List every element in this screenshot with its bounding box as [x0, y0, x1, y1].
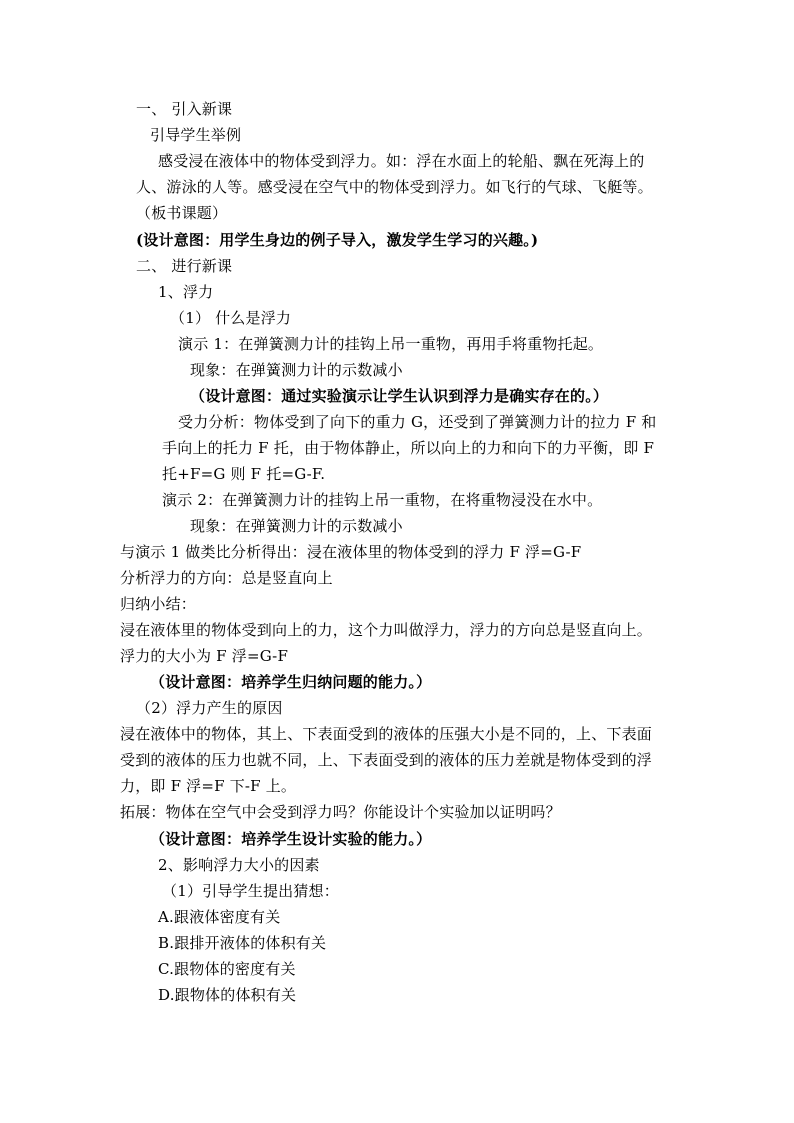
paragraph-line: 分析浮力的方向：总是竖直向上 — [120, 569, 333, 587]
phenomenon-line: 现象：在弹簧测力计的示数减小 — [190, 517, 403, 535]
paragraph-line: 手向上的托力 F 托，由于物体静止，所以向上的力和向下的力平衡，即 F — [162, 439, 655, 457]
paragraph-line: 浸在液体中的物体，其上、下表面受到的液体的压强大小是不同的，上、下表面 — [120, 725, 653, 743]
design-intent-note: （设计意图：培养学生设计实验的能力。） — [150, 830, 432, 848]
subheading-buoyancy: 1、浮力 — [158, 283, 214, 301]
section-heading-introduce: 一、 引入新课 — [136, 100, 233, 118]
list-item: D.跟物体的体积有关 — [158, 986, 297, 1004]
demo-1-line: 演示 1：在弹簧测力计的挂钩上吊一重物，再用手将重物托起。 — [178, 335, 604, 353]
subheading-cause-of-buoyancy: （2）浮力产生的原因 — [136, 699, 283, 717]
list-item: B.跟排开液体的体积有关 — [158, 934, 327, 952]
paragraph-line: 浸在液体里的物体受到向上的力，这个力叫做浮力，浮力的方向总是竖直向上。 — [120, 621, 653, 639]
design-intent-note: （设计意图：通过实验演示让学生认识到浮力是确实存在的。） — [190, 387, 609, 405]
summary-heading: 归纳小结： — [120, 595, 197, 613]
demo-2-line: 演示 2：在弹簧测力计的挂钩上吊一重物，在将重物浸没在水中。 — [162, 491, 603, 509]
design-intent-note: (设计意图：用学生身边的例子导入，激发学生学习的兴趣。) — [136, 231, 539, 249]
extension-line: 拓展：物体在空气中会受到浮力吗？你能设计个实验加以证明吗？ — [120, 803, 561, 821]
phenomenon-line: 现象：在弹簧测力计的示数减小 — [190, 361, 403, 379]
subheading-factors: 2、影响浮力大小的因素 — [158, 856, 320, 874]
paragraph-line: 受力分析：物体受到了向下的重力 G，还受到了弹簧测力计的拉力 F 和 — [178, 413, 657, 431]
guess-heading: （1）引导学生提出猜想： — [162, 882, 339, 900]
subheading-what-is-buoyancy: （1） 什么是浮力 — [170, 309, 292, 327]
paragraph-line: 感受浸在液体中的物体受到浮力。如：浮在水面上的轮船、飘在死海上的 — [158, 152, 645, 170]
list-item: A.跟液体密度有关 — [158, 908, 281, 926]
section-heading-new-lesson: 二、 进行新课 — [136, 257, 233, 275]
subheading-guide-examples: 引导学生举例 — [150, 126, 242, 144]
list-item: C.跟物体的密度有关 — [158, 960, 296, 978]
paragraph-line: 力，即 F 浮=F 下-F 上。 — [120, 777, 297, 795]
paragraph-line: 托+F=G 则 F 托=G-F. — [162, 465, 326, 483]
design-intent-note: （设计意图：培养学生归纳问题的能力。） — [150, 673, 432, 691]
paragraph-line: 人、游泳的人等。感受浸在空气中的物体受到浮力。如飞行的气球、飞艇等。 — [136, 178, 653, 196]
paragraph-line: 与演示 1 做类比分析得出：浸在液体里的物体受到的浮力 F 浮=G-F — [120, 543, 582, 561]
paragraph-line: 受到的液体的压力也就不同，上、下表面受到的液体的压力差就是物体受到的浮 — [120, 751, 653, 769]
paragraph-line: 浮力的大小为 F 浮=G-F — [120, 647, 289, 665]
board-title-note: （板书课题） — [136, 204, 228, 222]
